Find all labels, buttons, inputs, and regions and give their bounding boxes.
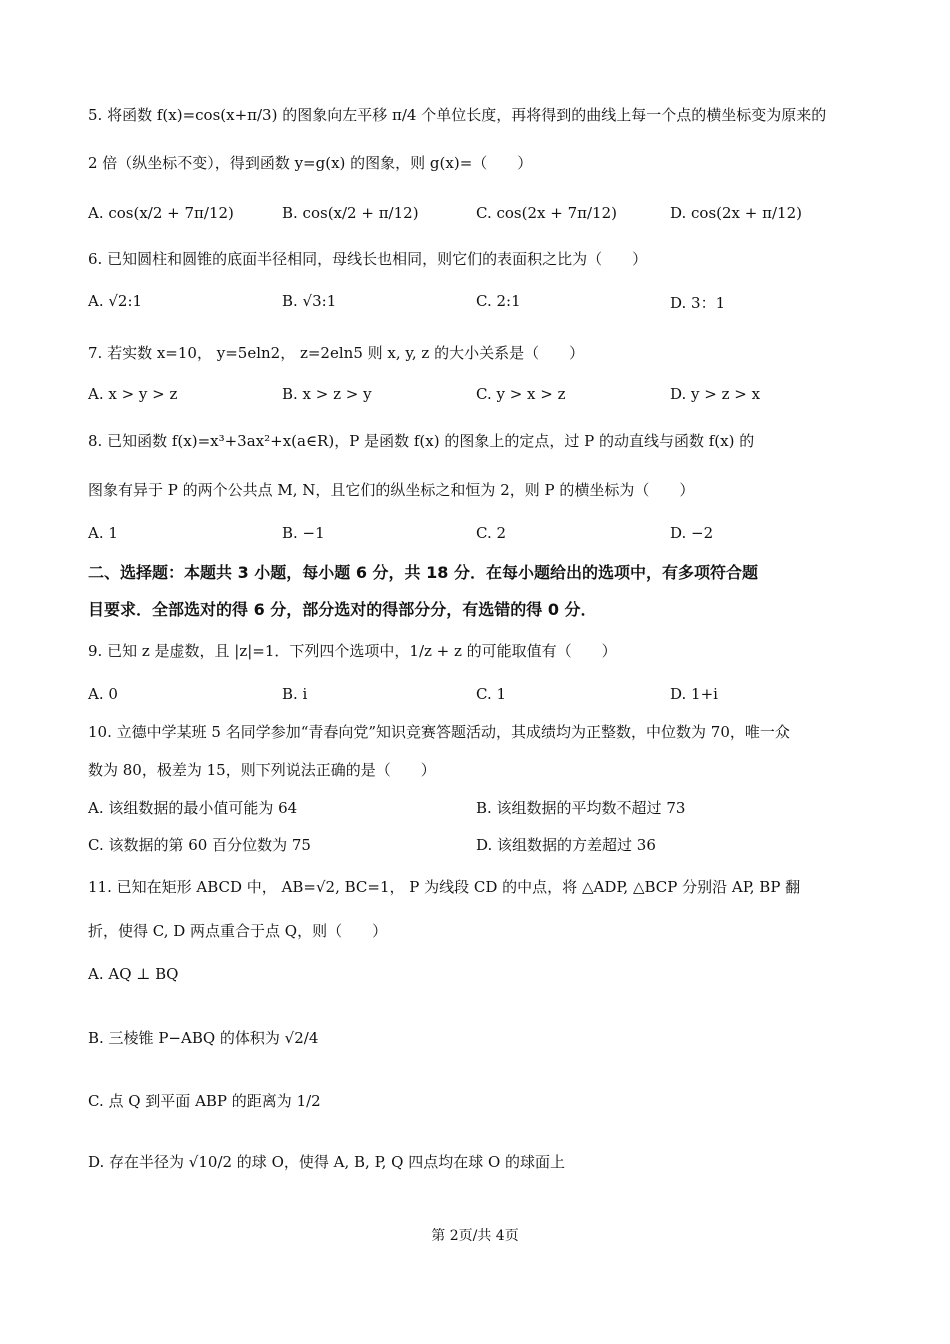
q5-option-c: C. cos(2x + 7π/12) [476, 204, 617, 222]
q8-line1: 8. 已知函数 f(x)=x³+3ax²+x(a∈R)，P 是函数 f(x) 的图象上的定点，过 P 的动直线与函数 f(x) 的 [88, 432, 755, 450]
q7-line1: 7. 若实数 x=10， y=5eln2， z=2eln5 则 x, y, z 的大小关系是（ ） [88, 344, 585, 362]
q8-option-a: A. 1 [88, 524, 118, 542]
q7-option-b: B. x > z > y [282, 385, 372, 403]
q10-line2: 数为 80，极差为 15，则下列说法正确的是（ ） [88, 761, 436, 779]
q7-option-c: C. y > x > z [476, 385, 566, 403]
q11-option-b: B. 三棱锥 P−ABQ 的体积为 √2/4 [88, 1029, 319, 1047]
q6-option-d: D. 3：1 [670, 294, 726, 312]
q9-option-b: B. i [282, 685, 308, 703]
q10-option-b: B. 该组数据的平均数不超过 73 [476, 799, 686, 817]
q7-option-a: A. x > y > z [88, 385, 178, 403]
q5-line1: 5. 将函数 f(x)=cos(x+π/3) 的图象向左平移 π/4 个单位长度，再将得到的曲线上每一个点的横坐标变为原来的 [88, 106, 827, 124]
q10-option-c: C. 该数据的第 60 百分位数为 75 [88, 836, 311, 854]
q5-option-b: B. cos(x/2 + π/12) [282, 204, 419, 222]
q10-option-d: D. 该组数据的方差超过 36 [476, 836, 656, 854]
q8-line2: 图象有异于 P 的两个公共点 M, N，且它们的纵坐标之和恒为 2，则 P 的横坐标为（ ） [88, 481, 695, 499]
q5-option-a: A. cos(x/2 + 7π/12) [88, 204, 234, 222]
q11-option-d: D. 存在半径为 √10/2 的球 O，使得 A, B, P, Q 四点均在球 O 的球面上 [88, 1153, 566, 1171]
q6-line1: 6. 已知圆柱和圆锥的底面半径相同，母线长也相同，则它们的表面积之比为（ ） [88, 250, 648, 268]
q6-option-b: B. √3:1 [282, 292, 337, 310]
q10-line1: 10. 立德中学某班 5 名同学参加“青春向党”知识竞赛答题活动，其成绩均为正整数，中位数为 70，唯一众 [88, 723, 790, 741]
q6-option-a: A. √2:1 [88, 292, 143, 310]
q8-option-b: B. −1 [282, 524, 325, 542]
q11-line1: 11. 已知在矩形 ABCD 中， AB=√2, BC=1， P 为线段 CD 的中点，将 △ADP, △BCP 分别沿 AP, BP 翻 [88, 878, 801, 896]
q7-option-d: D. y > z > x [670, 385, 761, 403]
page-footer: 第 2页/共 4页 [431, 1228, 519, 1244]
q8-option-d: D. −2 [670, 524, 714, 542]
q10-option-a: A. 该组数据的最小值可能为 64 [88, 799, 298, 817]
q11-option-a: A. AQ ⊥ BQ [88, 965, 179, 983]
q9-option-c: C. 1 [476, 685, 507, 703]
q9-option-d: D. 1+i [670, 685, 718, 703]
q9-option-a: A. 0 [88, 685, 118, 703]
section2-line1: 二、选择题：本题共 3 小题，每小题 6 分，共 18 分．在每小题给出的选项中，有多项符合题 [88, 563, 758, 582]
q5-line2: 2 倍（纵坐标不变），得到函数 y=g(x) 的图象，则 g(x)=（ ） [88, 154, 533, 172]
q9-line1: 9. 已知 z 是虚数，且 |z|=1．下列四个选项中，1/z + z 的可能取值有（ ） [88, 642, 617, 660]
q11-option-c: C. 点 Q 到平面 ABP 的距离为 1/2 [88, 1092, 321, 1110]
q8-option-c: C. 2 [476, 524, 507, 542]
q5-option-d: D. cos(2x + π/12) [670, 204, 802, 222]
section2-line2: 目要求．全部选对的得 6 分，部分选对的得部分分，有选错的得 0 分． [88, 600, 597, 619]
q6-option-c: C. 2:1 [476, 292, 521, 310]
q11-line2: 折，使得 C, D 两点重合于点 Q，则（ ） [88, 922, 388, 940]
